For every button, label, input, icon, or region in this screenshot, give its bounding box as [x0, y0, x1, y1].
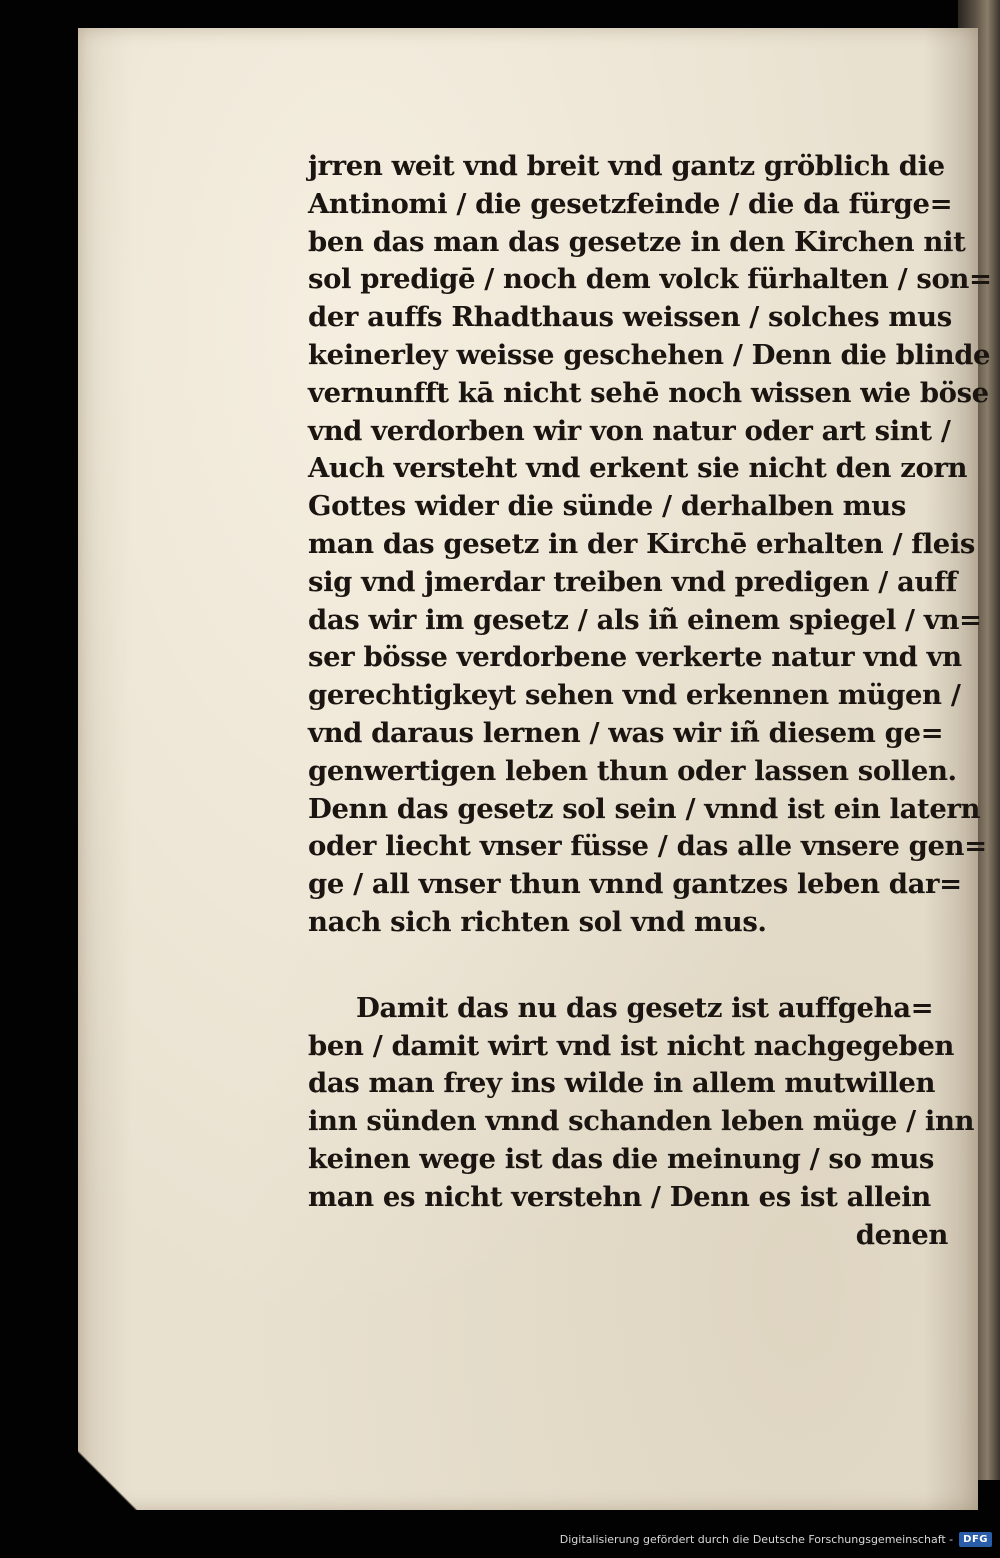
text-line: nach sich richten sol vnd mus.	[308, 905, 767, 938]
text-line: oder liecht vnser füsse / das alle vnsere gen=	[308, 830, 987, 863]
text-line: ge / all vnser thun vnnd gantzes leben dar=	[308, 868, 962, 901]
credit-text: Digitalisierung gefördert durch die Deutsche Forschungsgemeinschaft -	[559, 1532, 954, 1546]
text-line: Damit das nu das gesetz ist auffgeha=	[356, 991, 934, 1024]
text-line: man es nicht verstehn / Denn es ist allein	[308, 1180, 931, 1213]
text-line: inn sünden vnnd schanden leben müge / inn	[308, 1105, 975, 1138]
text-line: keinen wege ist das die meinung / so mus	[308, 1142, 934, 1175]
book-page	[78, 28, 992, 1510]
catchword: denen	[855, 1218, 948, 1251]
text-line: ben das man das gesetze in den Kirchen nit	[308, 225, 966, 258]
text-line: vernunfft kā nicht sehē noch wissen wie böse	[308, 376, 989, 409]
text-line: der auffs Rhadthaus weissen / solches mus	[308, 301, 952, 334]
text-line: man das gesetz in der Kirchē erhalten / fleis	[308, 527, 975, 560]
text-line: gerechtigkeyt sehen vnd erkennen mügen /	[308, 679, 961, 712]
text-line: Gottes wider die sünde / derhalben mus	[308, 490, 906, 523]
text-line: Denn das gesetz sol sein / vnnd ist ein latern	[308, 792, 981, 825]
digitization-credit	[560, 1528, 992, 1550]
text-line: ben / damit wirt vnd ist nicht nachgegeben	[308, 1029, 955, 1062]
text-line: genwertigen leben thun oder lassen sollen.	[308, 754, 957, 787]
text-line: Auch versteht vnd erkent sie nicht den zorn	[308, 452, 968, 485]
text-line: jrren weit vnd breit vnd gantz gröblich die	[308, 150, 945, 182]
paragraph-gap	[308, 942, 948, 990]
text-line: sol predigē / noch dem volck fürhalten / son=	[308, 263, 992, 296]
page-text	[308, 148, 992, 1254]
text-line: ser bösse verdorbene verkerte natur vnd vn	[308, 641, 962, 674]
text-line: vnd daraus lernen / was wir iñ diesem ge=	[308, 716, 944, 749]
text-line: das man frey ins wilde in allem mutwillen	[308, 1067, 936, 1100]
text-line: vnd verdorben wir von natur oder art sint /	[308, 414, 951, 447]
text-line: sig vnd jmerdar treiben vnd predigen / auff	[308, 565, 957, 598]
text-line: keinerley weisse geschehen / Denn die blinde	[308, 338, 991, 371]
text-line: das wir im gesetz / als iñ einem spiegel / vn=	[308, 603, 982, 636]
page-corner-fold	[78, 1430, 148, 1510]
dfg-logo: DFG	[959, 1532, 992, 1547]
text-line: Antinomi / die gesetzfeinde / die da fürge=	[308, 187, 953, 220]
